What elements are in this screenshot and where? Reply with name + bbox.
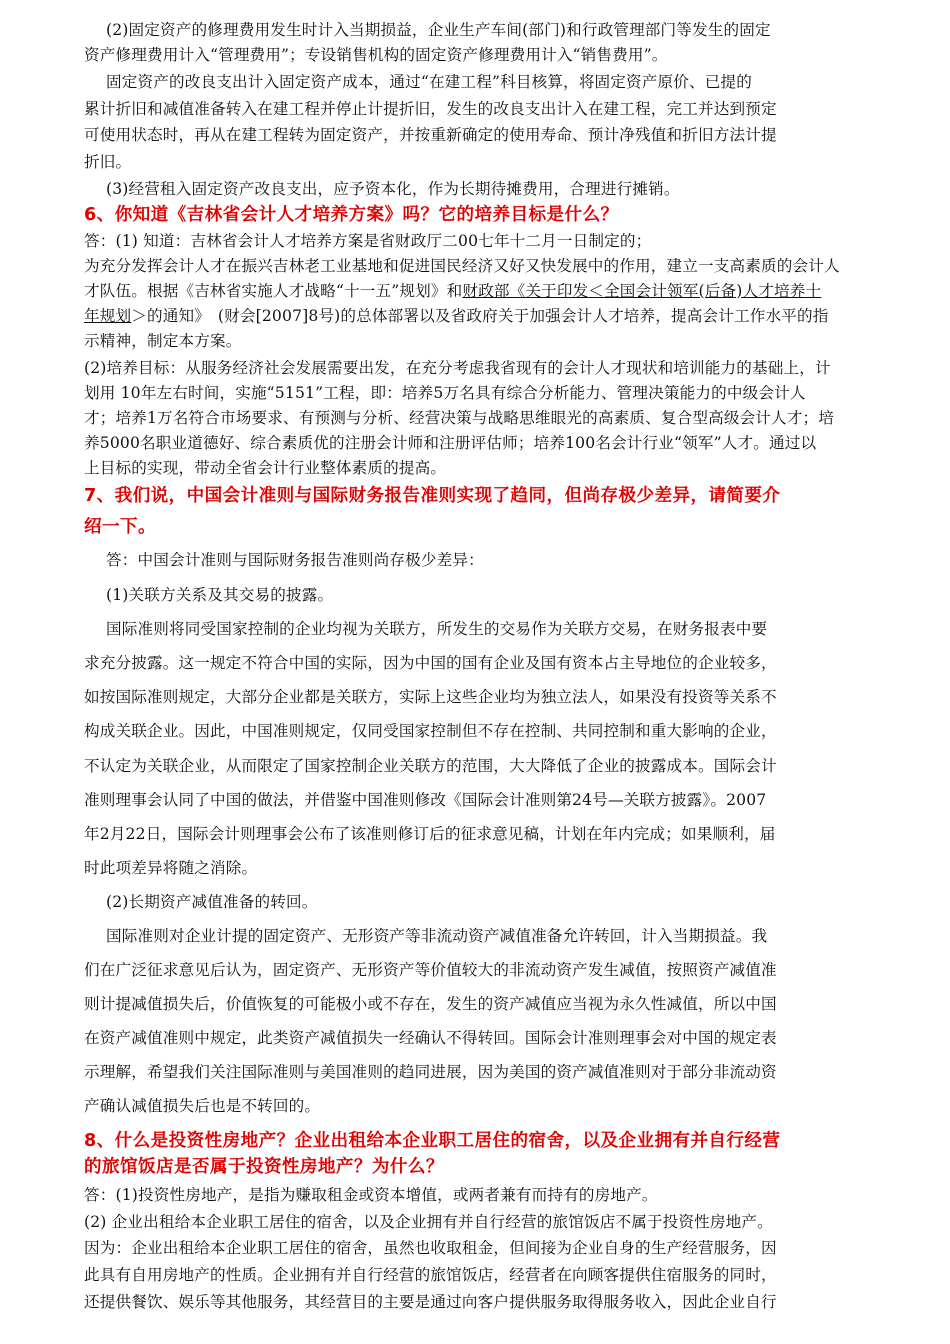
paragraph-line: 养5000名职业道德好、综合素质优的注册会计师和注册评估师；培养100名会计行业“领军”人才。通过以 [84, 434, 817, 452]
paragraph-line: (2)培养目标：从服务经济社会发展需要出发，在充分考虑我省现有的会计人才现状和培训能力的基础上，计 [84, 359, 831, 377]
paragraph-line: 不认定为关联企业，从而限定了国家控制企业关联方的范围，大大降低了企业的披露成本。国际会计 [84, 757, 777, 775]
paragraph-line [84, 305, 828, 327]
subheading-line: (1)关联方关系及其交易的披露。 [106, 586, 334, 604]
paragraph-line: (2) 企业出租给本企业职工居住的宿舍，以及企业拥有并自行经营的旅馆饭店不属于投资性房地产。 [84, 1213, 773, 1231]
document-title-link: 财政部《关于印发＜全国会计领军(后备)人才培养十 [462, 282, 822, 300]
text-segment: ＞的通知》 (财会[2007]8号)的总体部署以及省政府关于加强会计人才培养，提高会计工作水平的指 [131, 307, 829, 325]
question-heading-8: 8、什么是投资性房地产？企业出租给本企业职工居住的宿舍，以及企业拥有并自行经营 [84, 1131, 781, 1151]
paragraph-line: 产确认减值损失后也是不转回的。 [84, 1097, 321, 1115]
paragraph-line: 资产修理费用计入“管理费用”；专设销售机构的固定资产修理费用计入“销售费用”。 [84, 46, 668, 64]
paragraph-line: 国际准则对企业计提的固定资产、无形资产等非流动资产减值准备允许转回，计入当期损益。我 [106, 927, 768, 945]
question-heading-8-cont: 的旅馆饭店是否属于投资性房地产？为什么？ [84, 1157, 444, 1177]
question-heading-7-cont: 绍一下。 [84, 517, 156, 537]
document-title-link: 年规划 [84, 307, 132, 325]
paragraph-line: 如按国际准则规定，大部分企业都是关联方，实际上这些企业均为独立法人，如果没有投资等关系不 [84, 688, 777, 706]
paragraph-line: 还提供餐饮、娱乐等其他服务，其经营目的主要是通过向客户提供服务取得服务收入，因此企业自行 [84, 1293, 777, 1311]
paragraph-line: 上目标的实现，带动全省会计行业整体素质的提高。 [84, 459, 447, 477]
paragraph-line: 才；培养1万名符合市场要求、有预测与分析、经营决策与战略思维眼光的高素质、复合型高级会计人才；培 [84, 409, 835, 427]
paragraph-line: 在资产减值准则中规定，此类资产减值损失一经确认不得转回。国际会计准则理事会对中国的规定表 [84, 1029, 777, 1047]
paragraph-line: 固定资产的改良支出计入固定资产成本，通过“在建工程”科目核算，将固定资产原价、已提的 [106, 73, 752, 91]
question-heading-7: 7、我们说，中国会计准则与国际财务报告准则实现了趋同，但尚存极少差异，请简要介 [84, 486, 781, 506]
paragraph-line: 构成关联企业。因此，中国准则规定，仅同受国家控制但不存在控制、共同控制和重大影响的企业， [84, 722, 777, 740]
paragraph-line: 折旧。 [84, 153, 132, 171]
paragraph-line: 年2月22日，国际会计则理事会公布了该准则修订后的征求意见稿，计划在年内完成；如果顺利，届 [84, 825, 776, 843]
paragraph-line: 累计折旧和减值准备转入在建工程并停止计提折旧，发生的改良支出计入在建工程，完工并达到预定 [84, 100, 777, 118]
paragraph-line: 们在广泛征求意见后认为，固定资产、无形资产等价值较大的非流动资产发生减值，按照资产减值准 [84, 961, 777, 979]
question-heading-6: 6、你知道《吉林省会计人才培养方案》吗？它的培养目标是什么？ [84, 205, 619, 225]
paragraph-line: 准则理事会认同了中国的做法，并借鉴中国准则修改《国际会计准则第24号—关联方披露》。2007 [84, 791, 767, 809]
paragraph-line: 可使用状态时，再从在建工程转为固定资产，并按重新确定的使用寿命、预计净残值和折旧方法计提 [84, 126, 777, 144]
paragraph-line: 时此项差异将随之消除。 [84, 859, 258, 877]
paragraph-line: (2)固定资产的修理费用发生时计入当期损益，企业生产车间(部门)和行政管理部门等发生的固定 [106, 21, 771, 39]
text-segment: 才队伍。根据《吉林省实施人才战略“十一五”规划》和 [84, 282, 463, 300]
answer-line: 答：中国会计准则与国际财务报告准则尚存极少差异： [106, 551, 484, 569]
paragraph-line: 因为：企业出租给本企业职工居住的宿舍，虽然也收取租金，但间接为企业自身的生产经营服务，因 [84, 1239, 777, 1257]
paragraph-line: 国际准则将同受国家控制的企业均视为关联方，所发生的交易作为关联方交易，在财务报表中要 [106, 620, 768, 638]
paragraph-line: (3)经营租入固定资产改良支出，应予资本化，作为长期待摊费用，合理进行摊销。 [106, 180, 680, 198]
paragraph-line: 为充分发挥会计人才在振兴吉林老工业基地和促进国民经济又好又快发展中的作用，建立一支高素质的会计人 [84, 257, 840, 275]
paragraph-line [84, 280, 821, 302]
subheading-line: (2)长期资产减值准备的转回。 [106, 893, 318, 911]
paragraph-line: 求充分披露。这一规定不符合中国的实际，因为中国的国有企业及国有资本占主导地位的企业较多， [84, 654, 777, 672]
answer-line: 答：(1)投资性房地产，是指为赚取租金或资本增值，或两者兼有而持有的房地产。 [84, 1186, 658, 1204]
paragraph-line: 示精神，制定本方案。 [84, 332, 242, 350]
paragraph-line: 划用 10年左右时间，实施“5151”工程，即：培养5万名具有综合分析能力、管理决策能力的中级会计人 [84, 384, 806, 402]
answer-line: 答：(1) 知道：吉林省会计人才培养方案是省财政厅二00七年十二月一日制定的； [84, 232, 652, 250]
paragraph-line: 此具有自用房地产的性质。企业拥有并自行经营的旅馆饭店，经营者在向顾客提供住宿服务的同时， [84, 1266, 777, 1284]
paragraph-line: 则计提减值损失后，价值恢复的可能极小或不存在，发生的资产减值应当视为永久性减值，所以中国 [84, 995, 777, 1013]
paragraph-line: 示理解，希望我们关注国际准则与美国准则的趋同进展，因为美国的资产减值准则对于部分非流动资 [84, 1063, 777, 1081]
